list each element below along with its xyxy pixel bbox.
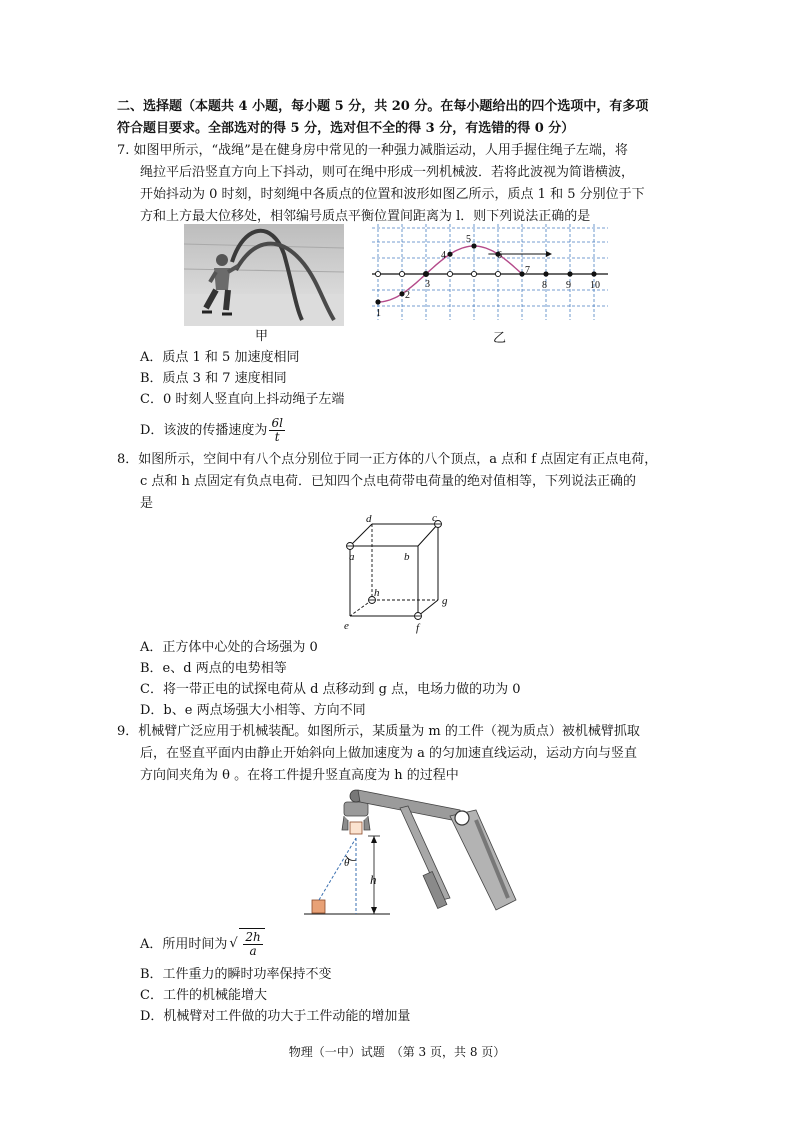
particle-1 [375, 299, 380, 304]
q7-option-d-denominator: t [274, 430, 280, 444]
particle-label-10: 10 [590, 280, 600, 291]
cube-diagram [338, 512, 458, 634]
q8-option-c: C．将一带正电的试探电荷从 d 点移动到 g 点，电场力做的功为 0 [140, 682, 521, 697]
q8-stem-line2: c 点和 h 点固定有负点电荷．已知四个点电荷带电荷量的绝对值相等，下列说法正确的 [140, 474, 637, 489]
edge-a-d [350, 524, 372, 546]
q9-option-a-fraction [243, 931, 262, 958]
q9-option-b: B．工件重力的瞬时功率保持不变 [140, 967, 332, 982]
vertex-label-h: h [374, 587, 380, 599]
particle-label-5: 5 [466, 234, 471, 245]
q9-option-a-denominator: a [249, 944, 257, 958]
particle-3 [423, 271, 428, 276]
q7-option-d-numerator: 6l [271, 416, 283, 430]
workpiece-start [312, 900, 325, 913]
q7-stem-line1: 7. 如图甲所示，“战绳”是在健身房中常见的一种强力减脂运动，人用手握住绳子左端，将 [117, 143, 628, 158]
q9-option-a-prefix: A．所用时间为 [140, 937, 228, 952]
q7-option-d-prefix: D．该波的传播速度为 [140, 423, 268, 438]
battle-rope-photo [184, 224, 344, 326]
page-footer: 物理（一中）试题 （第 3 页，共 8 页） [288, 1045, 506, 1059]
edge-c-b [418, 524, 438, 546]
q8-stem-line1: 8．如图所示，空间中有八个点分别位于同一正方体的八个顶点，a 点和 f 点固定有正点电荷， [117, 452, 658, 467]
q9-stem-line2: 后，在竖直平面内由静止开始斜向上做加速度为 a 的匀加速直线运动，运动方向与竖直 [140, 746, 638, 761]
wave-diagram [372, 222, 612, 326]
particle-4 [447, 252, 452, 257]
vertex-label-d: d [366, 513, 372, 525]
equilibrium-marker [495, 271, 500, 276]
equilibrium-marker [375, 271, 380, 276]
figure-jia-caption: 甲 [255, 329, 269, 344]
equilibrium-marker [447, 271, 452, 276]
vertex-label-a: a [349, 551, 355, 563]
particle-label-4: 4 [441, 250, 446, 262]
vertex-label-b: b [404, 551, 410, 563]
particle-label-1: 1 [376, 308, 381, 319]
q9-option-d: D．机械臂对工件做的功大于工件动能的增加量 [140, 1009, 411, 1024]
particle-5 [471, 243, 476, 248]
particle-label-6: 6 [497, 250, 502, 262]
particle-8 [543, 271, 548, 276]
q7-stem-line2: 绳拉平后沿竖直方向上下抖动，则可在绳中形成一列机械波．若将此波视为简谐横波， [140, 165, 635, 180]
particle-10 [591, 271, 596, 276]
figure-yi-caption: 乙 [493, 331, 507, 346]
particle-7 [519, 271, 524, 276]
particle-label-7: 7 [525, 265, 530, 276]
q8-option-b: B．e、d 两点的电势相等 [140, 661, 287, 676]
particle-label-3: 3 [425, 279, 430, 290]
section-heading-line1: 二、选择题（本题共 4 小题，每小题 5 分，共 20 分。在每小题给出的四个选项中，有多项 [117, 99, 649, 114]
particle-2 [399, 291, 404, 296]
particle-label-9: 9 [566, 280, 571, 291]
robot-arm-diagram [300, 780, 540, 920]
q9-stem-line1: 9．机械臂广泛应用于机械装配。如图所示，某质量为 m 的工件（视为质点）被机械臂抓取 [117, 724, 640, 739]
q9-option-c: C．工件的机械能增大 [140, 988, 267, 1003]
vertex-label-c: c [432, 512, 437, 524]
vertex-label-f: f [416, 622, 420, 634]
q9-option-a-numerator: 2h [245, 930, 261, 944]
section-heading-line2: 符合题目要求。全部选对的得 5 分，选对但不全的得 3 分，有选错的得 0 分） [117, 121, 575, 136]
particle-9 [567, 271, 572, 276]
q7-stem-line3: 开始抖动为 0 时刻，时刻绳中各质点的位置和波形如图乙所示，质点 1 和 5 分别位于下 [140, 187, 645, 202]
equilibrium-marker [471, 271, 476, 276]
q8-option-a: A．正方体中心处的合场强为 0 [140, 640, 318, 655]
q9-option-a-sqrt: √ $\frac{2h}{a}$ [229, 928, 264, 961]
q7-option-d-fraction [269, 417, 284, 444]
q9-option-a [140, 928, 265, 961]
workpiece-gripped [350, 822, 362, 834]
particle-label-2: 2 [405, 289, 410, 301]
q7-option-d [140, 416, 285, 446]
vertex-label-g: g [442, 595, 448, 607]
q7-option-b: B．质点 3 和 7 速度相同 [140, 371, 287, 386]
equilibrium-marker [399, 271, 404, 276]
vertex-label-e: e [344, 620, 349, 632]
q9-stem-line3: 方向间夹角为 θ 。在将工件提升竖直高度为 h 的过程中 [140, 768, 459, 783]
height-label: h [370, 872, 377, 887]
q7-stem-line4: 方和上方最大位移处，相邻编号质点平衡位置间距离为 l．则下列说法正确的是 [140, 209, 591, 224]
edge-h-e [350, 600, 372, 616]
q8-option-d: D．b、e 两点场强大小相等、方向不同 [140, 703, 366, 718]
q7-option-a: A．质点 1 和 5 加速度相同 [140, 350, 300, 365]
theta-label: θ [344, 857, 350, 869]
particle-label-8: 8 [542, 280, 547, 291]
q8-stem-line3: 是 [140, 496, 154, 511]
q7-option-c: C．0 时刻人竖直向上抖动绳子左端 [140, 392, 345, 407]
